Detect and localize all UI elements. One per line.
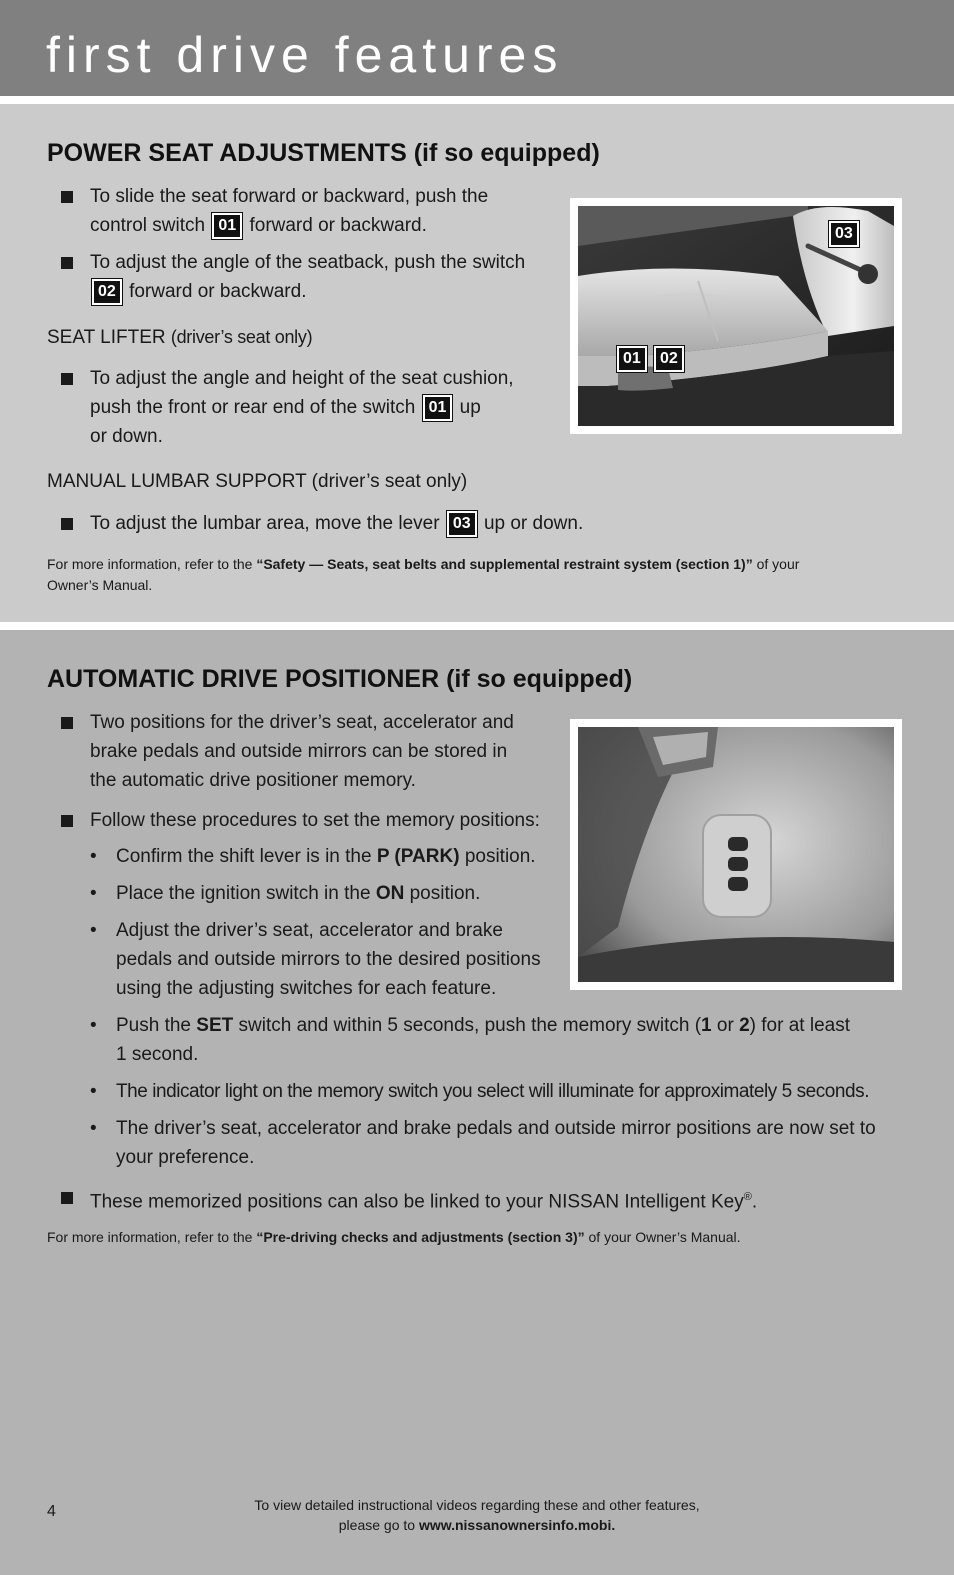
adp-info: For more information, refer to the “Pre-driving checks and adjustments (section 3)” of your Owner’s Manual. [47,1229,741,1245]
callout-badge-01: 01 [617,346,647,372]
callout-badge-01: 01 [212,213,242,239]
adp-heading: AUTOMATIC DRIVE POSITIONER (if so equipped) [47,665,633,693]
step-adjust: Adjust the driver’s seat, accelerator and brake pedals and outside mirrors to the desired positions using the adjusting switches for each feature. [116,920,541,999]
bullet-square [61,373,73,385]
step-complete: The driver’s seat, accelerator and brake pedals and outside mirror positions are now set to your preference. [116,1118,876,1168]
divider [0,96,954,104]
page-number: 4 [47,1503,56,1520]
bullet-square [61,717,73,729]
bullet-procedures: Follow these procedures to set the memory positions: [90,810,540,831]
bullet-square [61,191,73,203]
seat-photo-frame [570,198,902,434]
callout-badge-01: 01 [423,395,453,421]
step-ignition: Place the ignition switch in the ON position. [116,883,481,904]
memory-switch-photo-frame [570,719,902,990]
callout-badge-03: 03 [447,511,477,537]
bullet-dot: • [90,1081,97,1102]
step-indicator: The indicator light on the memory switch you select will illuminate for approximately 5 seconds. [116,1081,870,1102]
bullet-square [61,518,73,530]
bullet-dot: • [90,920,97,941]
step-shift-lever: Confirm the shift lever is in the P (PARK) position. [116,846,536,867]
power-seat-info: For more information, refer to the “Safety — Seats, seat belts and supplemental restraint system (section 1)” of your Owner’s Manual. [47,556,800,593]
bullet-square [61,815,73,827]
bullet-square [61,257,73,269]
power-seat-heading: POWER SEAT ADJUSTMENTS (if so equipped) [47,139,600,167]
seat-lifter-title: SEAT LIFTER (driver’s seat only) [47,327,313,348]
bullet-seat-lifter: To adjust the angle and height of the seat cushion, push the front or rear end of the switch 01 up or down. [90,368,514,447]
callout-badge-02: 02 [92,279,122,305]
divider [0,622,954,630]
bullet-dot: • [90,1118,97,1139]
step-set-switch: Push the SET switch and within 5 seconds, push the memory switch (1 or 2) for at least 1 second. [116,1015,850,1065]
callout-badge-02: 02 [654,346,684,372]
footer-note: To view detailed instructional videos regarding these and other features, please go to www.nissanownersinfo.mobi. [254,1497,700,1533]
callout-badge-03: 03 [829,221,859,247]
bullet-seatback: To adjust the angle of the seatback, push the switch 02 forward or backward. [90,248,560,306]
bullet-square [61,1192,73,1204]
page-header [0,0,954,96]
footer-link[interactable]: www.nissanownersinfo.mobi. [418,1517,616,1533]
bullet-dot: • [90,846,97,867]
bullet-adp-memory: Two positions for the driver’s seat, accelerator and brake pedals and outside mirrors can be stored in the automatic drive positioner memory. [90,712,514,791]
bullet-slide-seat: To slide the seat forward or backward, push the control switch 01 forward or backward. [90,182,560,240]
page-title: first drive features [46,27,564,83]
bullet-dot: • [90,1015,97,1036]
bullet-intelligent-key: These memorized positions can also be linked to your NISSAN Intelligent Key®. [90,1191,758,1213]
lumbar-title: MANUAL LUMBAR SUPPORT (driver’s seat only) [47,471,468,492]
bullet-dot: • [90,883,97,904]
memory-switch-photo [578,727,894,982]
bullet-lumbar: To adjust the lumbar area, move the lever 03 up or down. [90,509,690,538]
